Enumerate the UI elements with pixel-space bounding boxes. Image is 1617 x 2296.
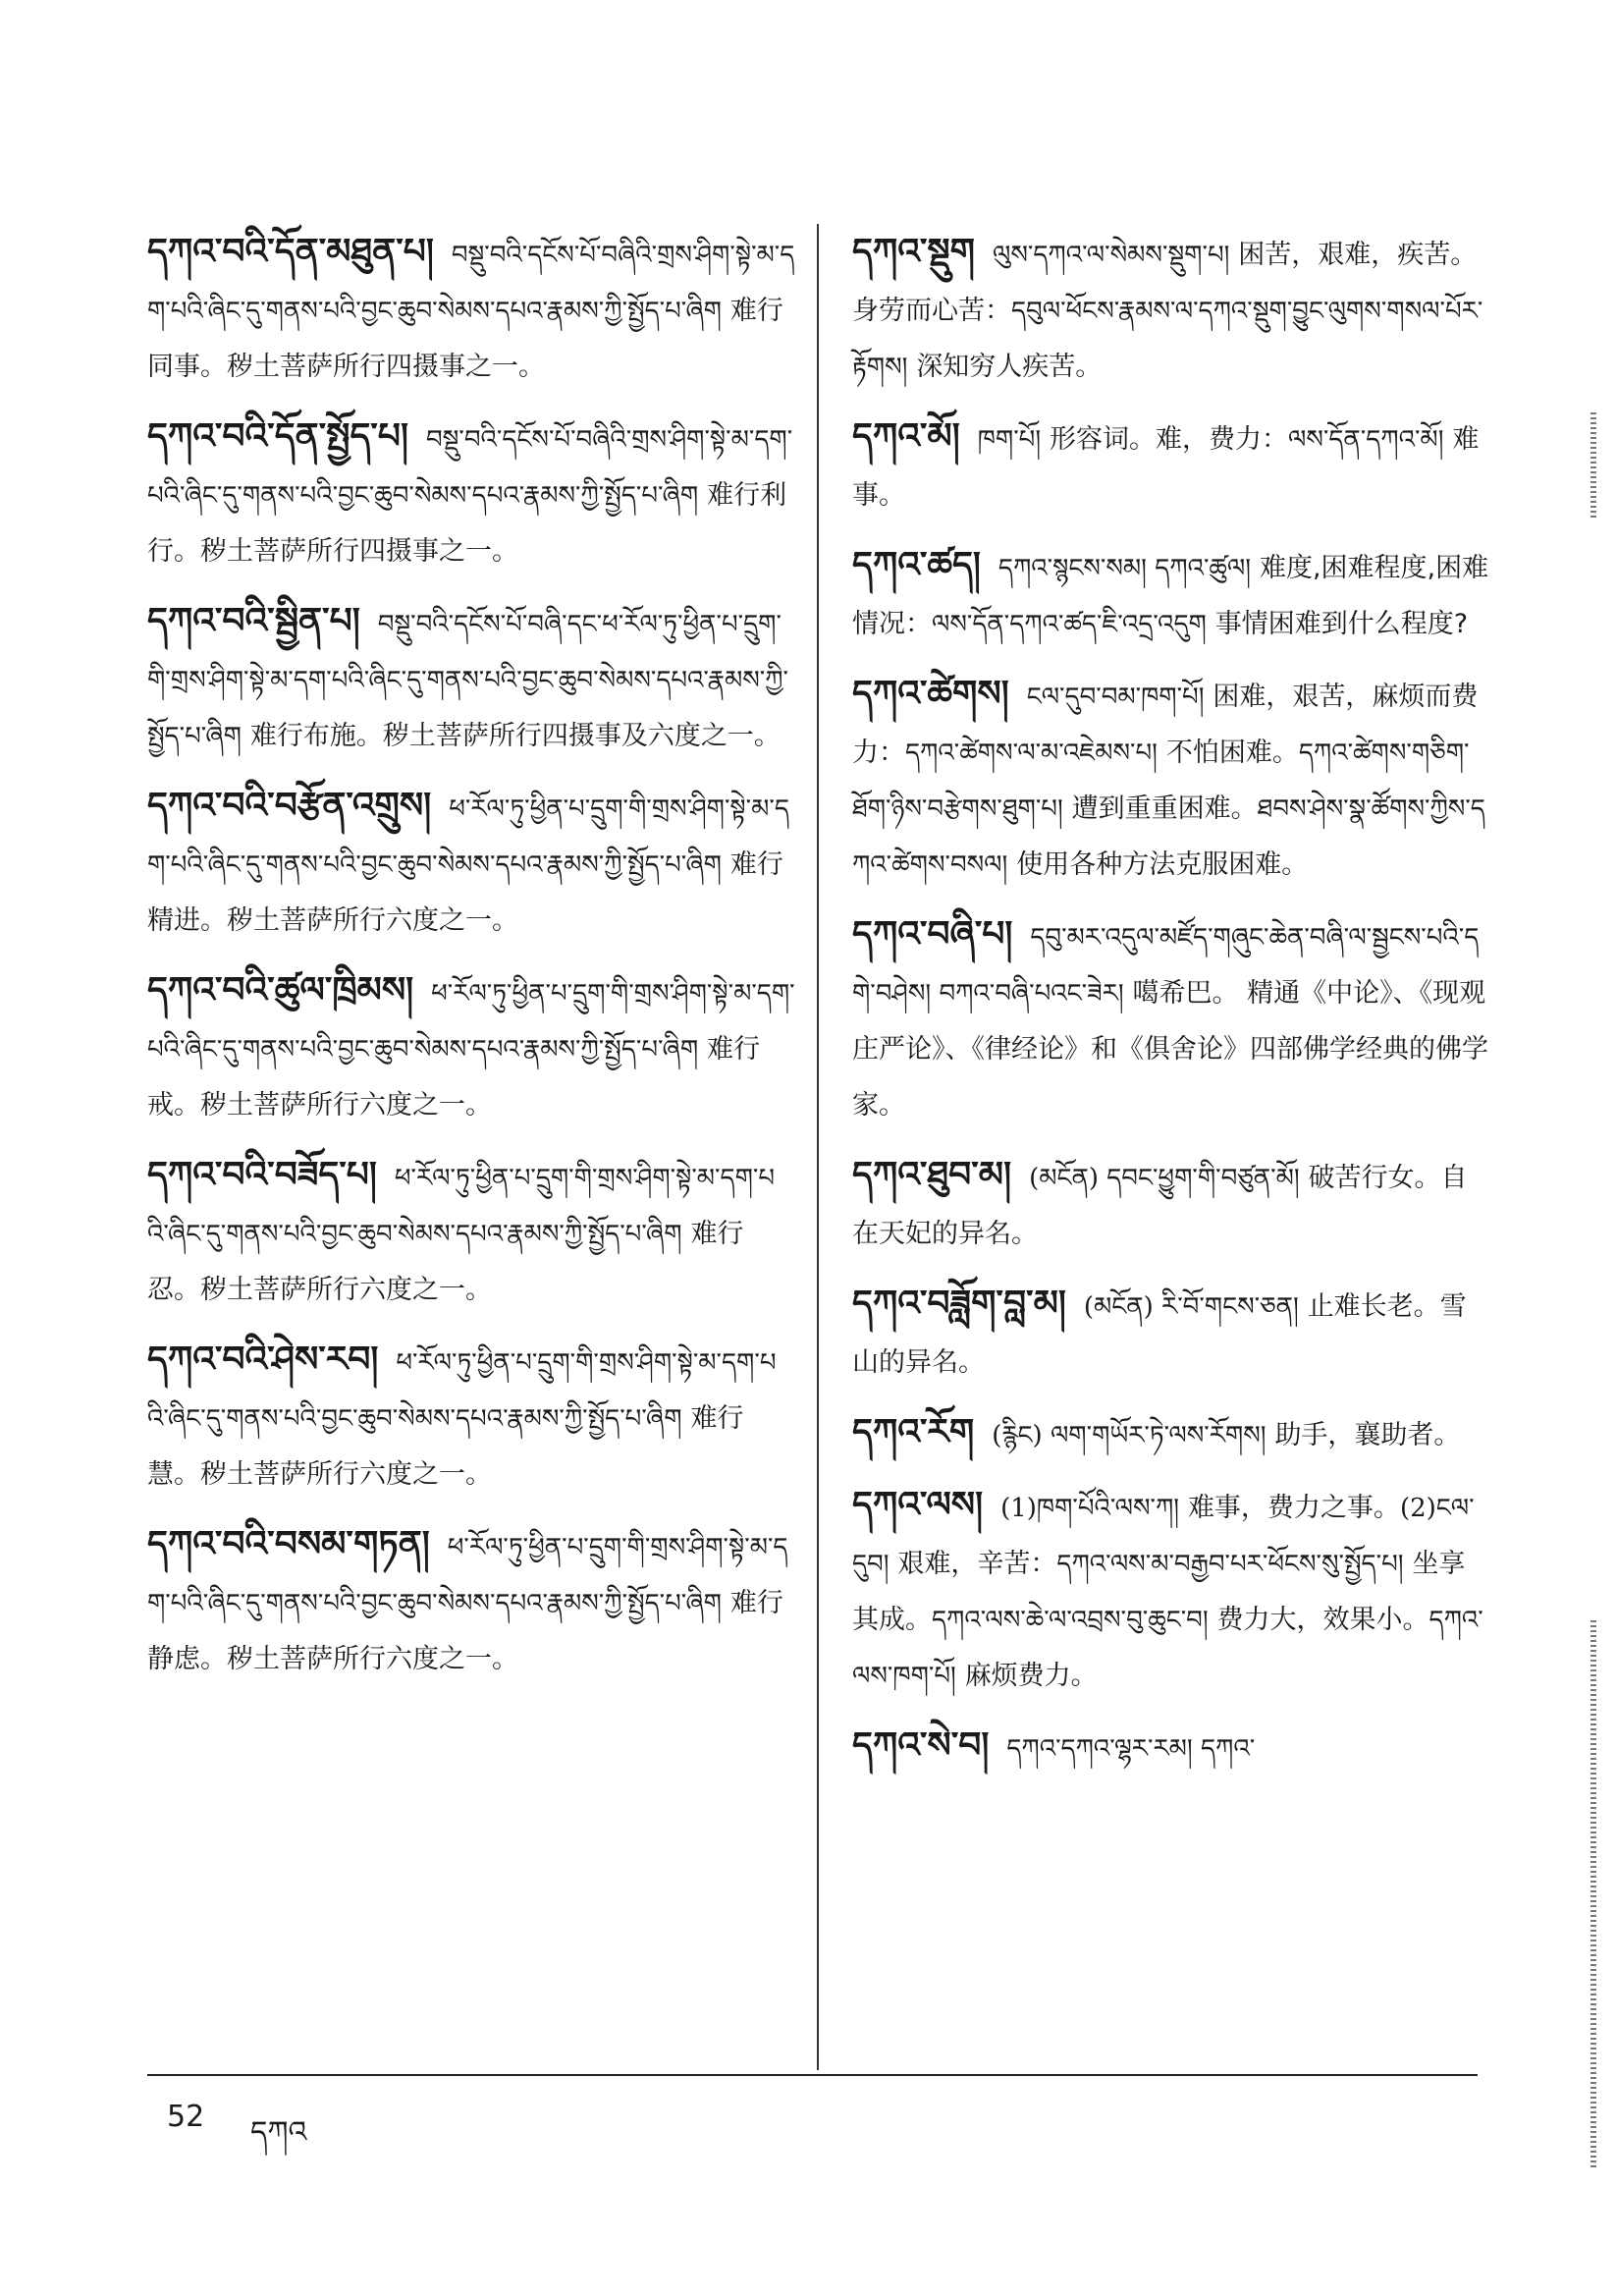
tibetan-definition: དབུ་མར་འདུལ་མཛོད་གཞུང་ཆེན་བཞི་ལ་སྦྱངས་པའི་དགེ་བཤེས། བཀའ་བཞི་པའང་ཟེར། (852, 923, 1480, 1009)
headword: དཀའ་བའི་ཤེས་རབ། (147, 1339, 379, 1380)
tibetan-example: ཐབས་ཤེས་སྣ་ཚོགས་ཀྱིས་དཀའ་ཚེགས་བསལ། (852, 794, 1485, 880)
chinese-gloss: 噶希巴。 精通《中论》、《现观庄严论》、《律经论》和《俱舍论》四部佛学经典的佛学家。 (852, 978, 1488, 1121)
entry (147, 224, 795, 395)
scan-edge-marks (1590, 412, 1596, 520)
chinese-gloss: 难行忍。秽土菩萨所行六度之一。 (147, 1219, 744, 1305)
tibetan-definition: ངལ་དུབ་བམ་ཁག་པོ། (1026, 683, 1205, 712)
tibetan-definition: (མངོན) དབང་ཕྱུག་གི་བཙུན་མོ། (1029, 1164, 1300, 1193)
chinese-gloss: 艰难，辛苦： (897, 1549, 1057, 1579)
chinese-gloss: 遭到重重困难。 (1071, 793, 1258, 824)
headword: དཀའ་ཚེགས། (852, 673, 1009, 714)
entry (852, 906, 1490, 1133)
entry (147, 409, 795, 579)
left-column (147, 224, 795, 1701)
chinese-gloss: 难事。 (852, 424, 1480, 511)
headword: དཀའ་བའི་དོན་སྤྱོད་པ། (147, 415, 408, 457)
entry (147, 593, 795, 764)
chinese-gloss: 难事，费力之事。 (1187, 1493, 1400, 1523)
bottom-rule (147, 2074, 1478, 2076)
entry (852, 1718, 1490, 1777)
chinese-gloss: 难行静虑。秽土菩萨所行六度之一。 (147, 1588, 783, 1674)
chinese-gloss: 麻烦费力。 (964, 1661, 1098, 1691)
chinese-gloss: 深知穷人疾苦。 (916, 352, 1103, 382)
tibetan-example: དཀའ་ལས་ཁག་པོ། (852, 1606, 1483, 1691)
chinese-gloss: 使用各种方法克服困难。 (1016, 849, 1309, 880)
entry (147, 962, 795, 1133)
right-column (852, 224, 1490, 1790)
tibetan-definition: (མངོན) རི་བོ་གངས་ཅན། (1083, 1292, 1299, 1322)
tibetan-definition: ལུས་དཀའ་ལ་སེམས་སྡུག་པ། (993, 241, 1230, 270)
tibetan-example: དཀའ་ཚེགས་གཅིག་ཐོག་ཉིས་བརྩེགས་ཐུག་པ། (852, 738, 1470, 824)
tibetan-definition: ཕ་རོལ་ཏུ་ཕྱིན་པ་དྲུག་གི་གྲས་ཤིག་སྟེ་མ་དག་པའི་ཞིང་དུ་གནས་པའི་བྱང་ཆུབ་སེམས་དཔའ་རྣམས་ཀྱི་སྤྱོད་པ་ཞིག (147, 1533, 788, 1618)
headword: དཀའ་མོ། (852, 415, 960, 457)
chinese-gloss: 难行利行。秽土菩萨所行四摄事之一。 (147, 480, 787, 567)
chinese-gloss: 助手，襄助者。 (1274, 1420, 1461, 1450)
headword: དཀའ་བའི་བཟོད་པ། (147, 1154, 377, 1195)
entry (147, 1147, 795, 1318)
entry (852, 1276, 1490, 1391)
tibetan-definition: ཕ་རོལ་ཏུ་ཕྱིན་པ་དྲུག་གི་གྲས་ཤིག་སྟེ་མ་དག་པའི་ཞིང་དུ་གནས་པའི་བྱང་ཆུབ་སེམས་དཔའ་རྣམས་ཀྱི་སྤྱོད་པ་ཞིག (147, 1348, 777, 1434)
chinese-gloss: 难行精进。秽土菩萨所行六度之一。 (147, 849, 783, 936)
headword: དཀའ་ཚད། (852, 544, 981, 585)
entry (147, 1332, 795, 1503)
tibetan-definition: (རྙིང) ལག་གཡོར་ཏེ་ལས་རོགས། (992, 1421, 1267, 1450)
tibetan-example: (2)ངལ་དུབ། (852, 1494, 1475, 1579)
tibetan-example: ལས་དོན་དཀའ་ཚད་ཇི་འདྲ་འདུག (932, 610, 1207, 639)
chinese-gloss: 难行慧。秽土菩萨所行六度之一。 (147, 1403, 744, 1490)
tibetan-definition: ཕ་རོལ་ཏུ་ཕྱིན་པ་དྲུག་གི་གྲས་ཤིག་སྟེ་མ་དག་པའི་ཞིང་དུ་གནས་པའི་བྱང་ཆུབ་སེམས་དཔའ་རྣམས་ཀྱི་སྤྱོད་པ་ཞིག (147, 1164, 775, 1249)
tibetan-definition: དཀའ་སྙངས་སམ། དཀའ་ཚུལ། (997, 554, 1252, 583)
column-divider (817, 224, 819, 2070)
chinese-gloss: 破苦行女。自在天妃的异名。 (852, 1163, 1468, 1249)
tibetan-example: དཀའ་ལས་མ་བརྒྱབ་པར་ཕོངས་སུ་སྤྱོད་པ། (1056, 1550, 1404, 1579)
chinese-gloss: 费力大，效果小。 (1216, 1605, 1429, 1635)
entry (852, 1404, 1490, 1463)
entry (852, 666, 1490, 893)
running-head: དཀའ (250, 2115, 307, 2150)
headword: དཀའ་བཟློག་བླ་མ། (852, 1283, 1066, 1324)
scan-edge-marks (1590, 1620, 1596, 2170)
headword: དཀའ་སེ་བ། (852, 1724, 990, 1766)
tibetan-definition: བསྡུ་བའི་དངོས་པོ་བཞིའི་གྲས་ཤིག་སྟེ་མ་དག་པའི་ཞིང་དུ་གནས་པའི་བྱང་ཆུབ་སེམས་དཔའ་རྣམས་ཀྱི་སྤྱོད་པ་ཞིག (147, 425, 793, 511)
tibetan-example: དཀའ་ཚེགས་ལ་མ་འཇེམས་པ། (905, 738, 1158, 768)
entry (147, 778, 795, 949)
tibetan-example: དཀའ་ལས་ཆེ་ལ་འབྲས་བུ་ཆུང་བ། (932, 1606, 1209, 1635)
entry (147, 1516, 795, 1687)
tibetan-example: ལས་དོན་དཀའ་མོ། (1288, 425, 1444, 455)
chinese-gloss: 难行戒。秽土菩萨所行六度之一。 (147, 1034, 761, 1121)
headword: དཀའ་རོག (852, 1411, 975, 1452)
headword: དཀའ་བའི་བརྩོན་འགྲུས། (147, 785, 432, 826)
chinese-gloss: 难行布施。秽土菩萨所行四摄事及六度之一。 (249, 721, 781, 751)
chinese-gloss: 止难长老。雪山的异名。 (852, 1291, 1467, 1378)
chinese-gloss: 困难，艰苦，麻烦而费力： (852, 682, 1479, 768)
tibetan-definition: ཁག་པོ། (977, 425, 1042, 455)
tibetan-definition: བསྡུ་བའི་དངོས་པོ་བཞིའི་གྲས་ཤིག་སྟེ་མ་དག་པའི་ཞིང་དུ་གནས་པའི་བྱང་ཆུབ་སེམས་དཔའ་རྣམས་ཀྱི་སྤྱོད་པ་ཞིག (147, 241, 795, 326)
headword: དཀའ་བཞི་པ། (852, 913, 1013, 955)
entry (852, 409, 1490, 523)
headword: དཀའ་ཐུབ་མ། (852, 1154, 1012, 1195)
tibetan-definition: དཀའ་དཀའ་ལྷར་རམ། དཀའ་ (1006, 1734, 1256, 1764)
tibetan-definition: ཕ་རོལ་ཏུ་ཕྱིན་པ་དྲུག་གི་གྲས་ཤིག་སྟེ་མ་དག་པའི་ཞིང་དུ་གནས་པའི་བྱང་ཆུབ་སེམས་དཔའ་རྣམས་ཀྱི་སྤྱོད་པ་ཞིག (147, 979, 795, 1065)
tibetan-example: དབུལ་ཕོངས་རྣམས་ལ་དཀའ་སྡུག་བྱུང་ལུགས་གསལ་པོར་རྟོགས། (852, 297, 1483, 382)
headword: དཀའ་བའི་སྦྱིན་པ། (147, 600, 360, 641)
headword: དཀའ་བའི་དོན་མཐུན་པ། (147, 231, 434, 272)
headword: དཀའ་བའི་ཚུལ་ཁྲིམས། (147, 969, 414, 1011)
tibetan-definition: (1)ཁག་པོའི་ལས་ཀ། (1000, 1494, 1180, 1523)
entry (852, 537, 1490, 652)
chinese-gloss: 困苦，艰难，疾苦。身劳而心苦： (852, 240, 1478, 326)
headword: དཀའ་བའི་བསམ་གཏན། (147, 1523, 430, 1564)
chinese-gloss: 事情困难到什么程度? (1214, 609, 1469, 639)
tibetan-definition: བསྡུ་བའི་དངོས་པོ་བཞི་དང་ཕ་རོལ་ཏུ་ཕྱིན་པ་དྲུག་གི་གྲས་ཤིག་སྟེ་མ་དག་པའི་ཞིང་དུ་གནས་པའི་བྱང་ཆུབ་སེམས་དཔའ་རྣམས་ཀྱི་སྤྱོད་པ་ཞིག (147, 610, 788, 751)
chinese-gloss: 形容词。难，费力： (1050, 424, 1289, 455)
chinese-gloss: 难行同事。秽土菩萨所行四摄事之一。 (147, 296, 783, 382)
entry (852, 1147, 1490, 1262)
entry (852, 1477, 1490, 1704)
chinese-gloss: 坐享其成。 (852, 1549, 1466, 1635)
chinese-gloss: 不怕困难。 (1165, 738, 1299, 768)
headword: དཀའ་ལས། (852, 1484, 984, 1525)
page-number: 52 (167, 2100, 205, 2134)
entry (852, 224, 1490, 395)
headword: དཀའ་སྡུག (852, 231, 975, 272)
chinese-gloss: 难度,困难程度,困难情况： (852, 553, 1489, 639)
tibetan-definition: ཕ་རོལ་ཏུ་ཕྱིན་པ་དྲུག་གི་གྲས་ཤིག་སྟེ་མ་དག་པའི་ཞིང་དུ་གནས་པའི་བྱང་ཆུབ་སེམས་དཔའ་རྣམས་ཀྱི་སྤྱོད་པ་ཞིག (147, 794, 789, 880)
